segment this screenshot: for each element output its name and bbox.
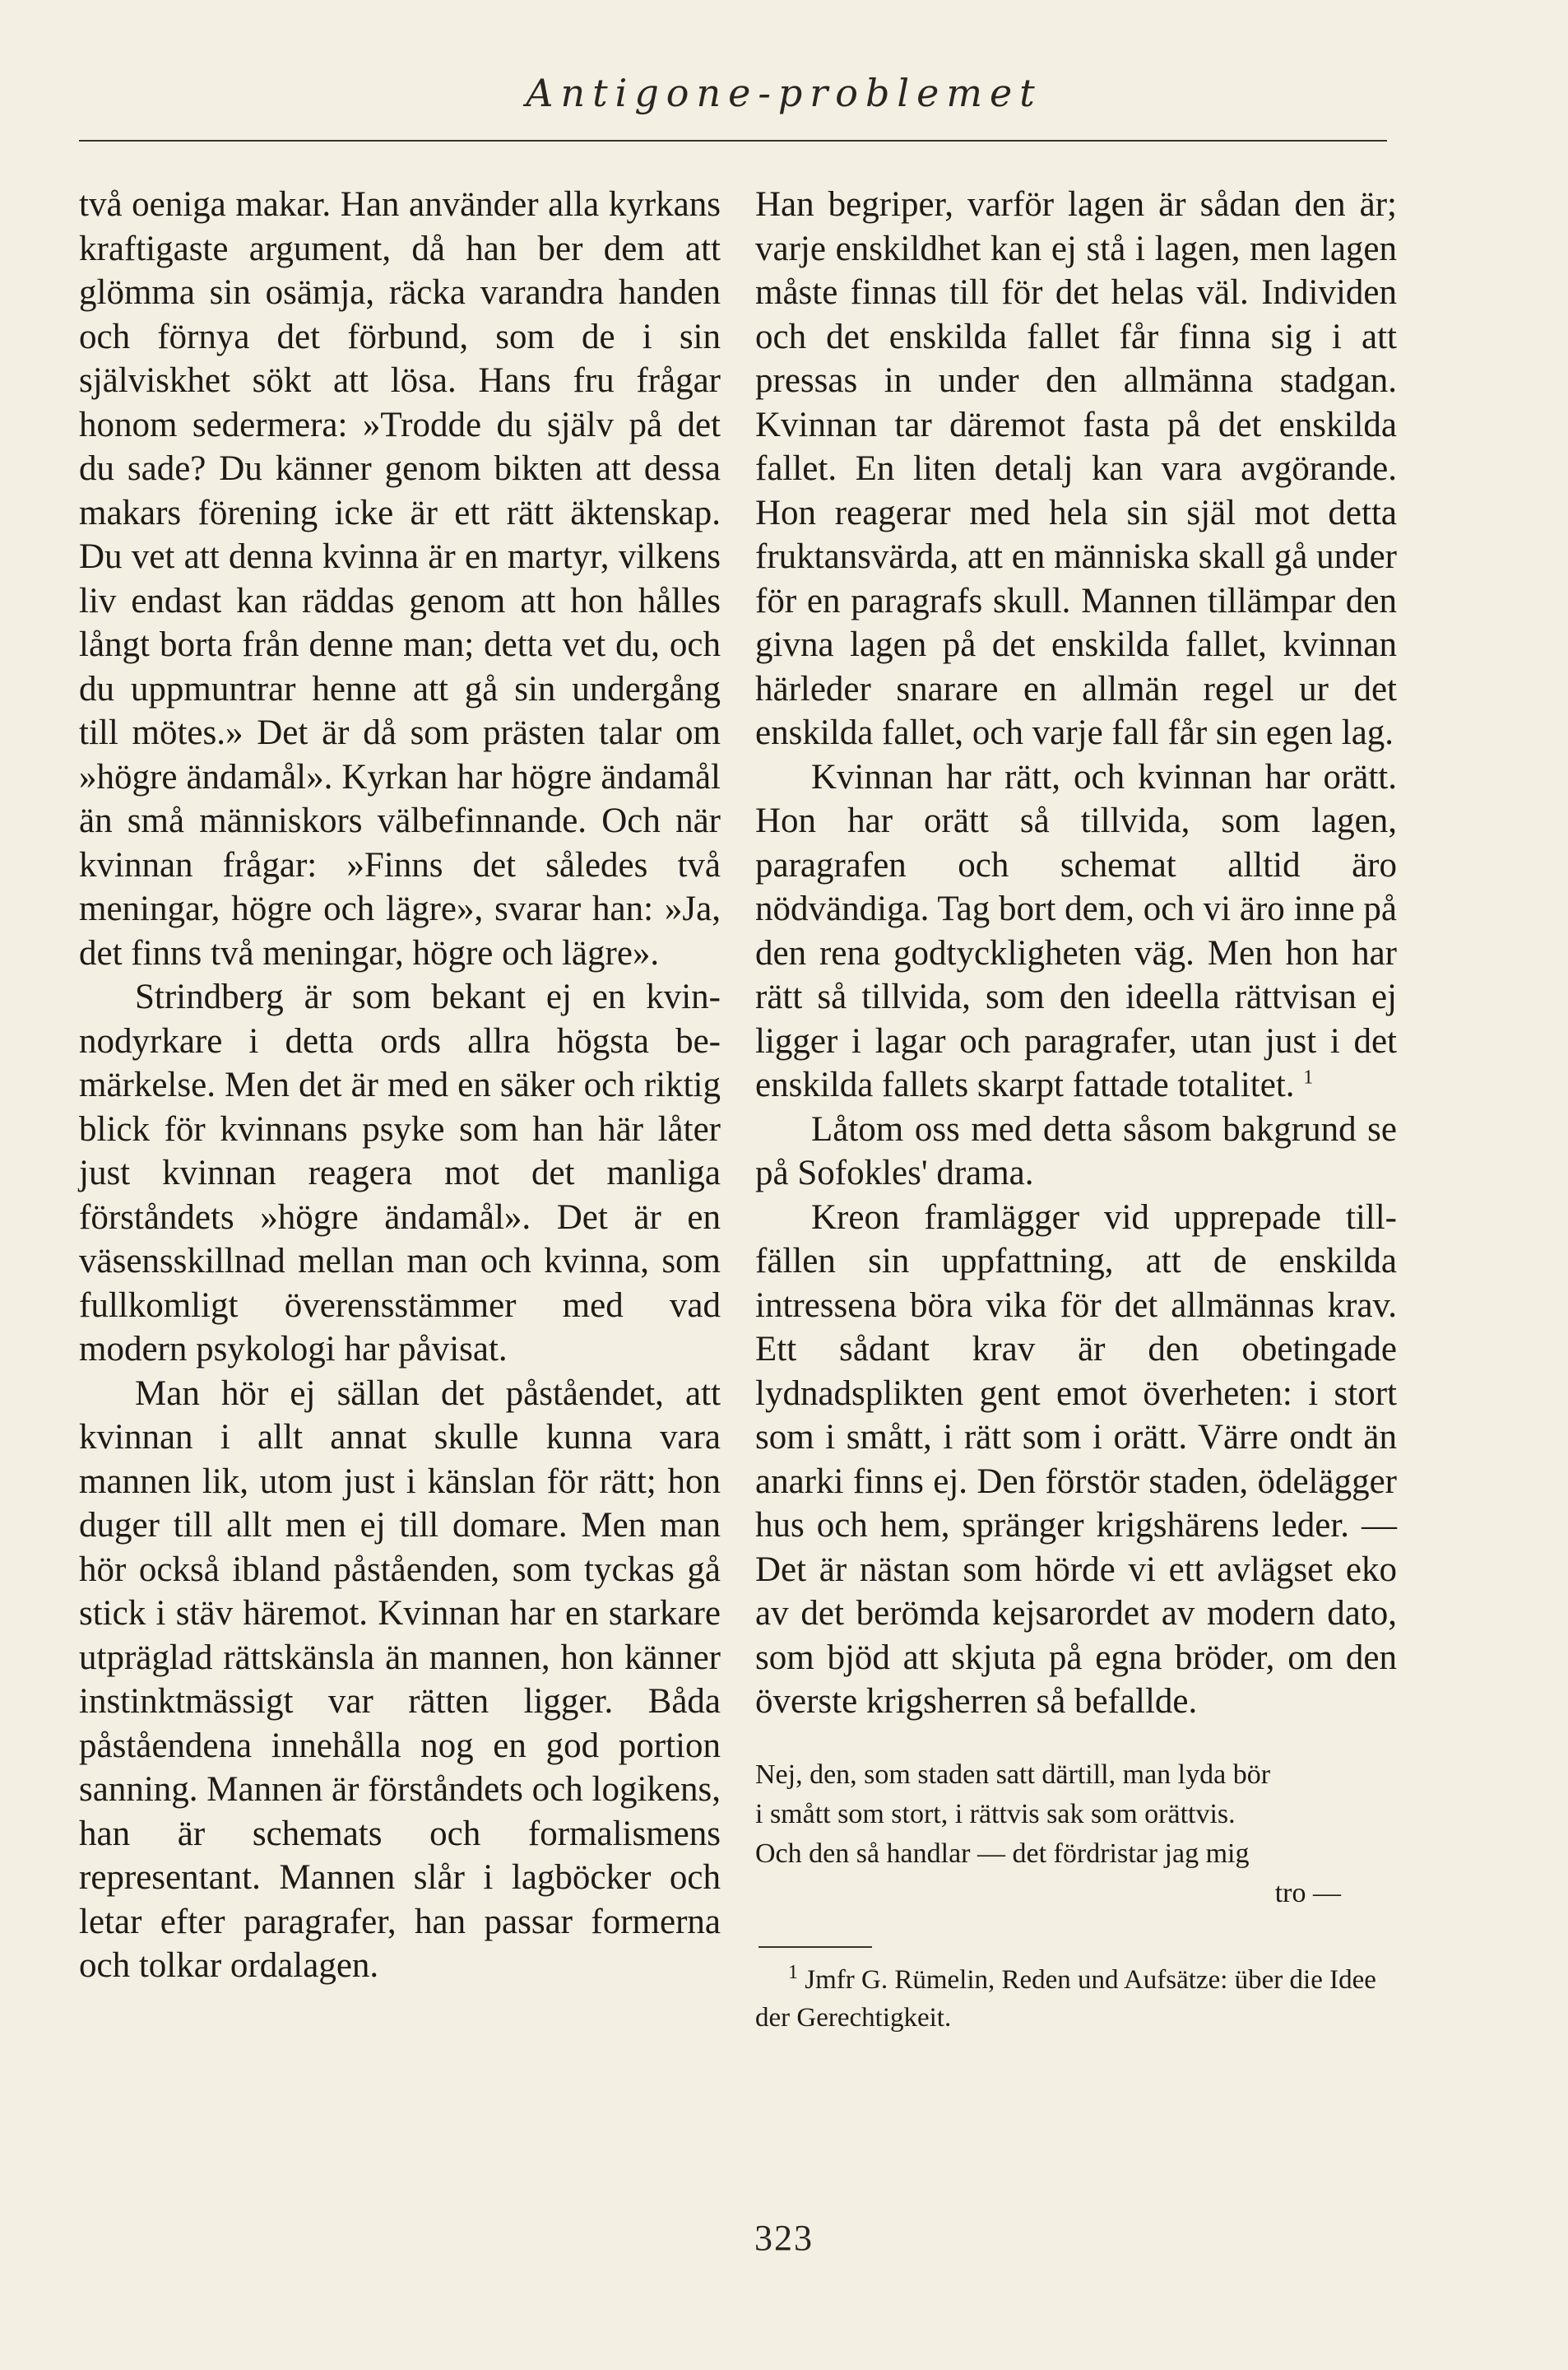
- paragraph: Låtom oss med detta såsom bakgrund se på Sofokles' drama.: [755, 1109, 1397, 1192]
- left-column: [79, 183, 721, 1988]
- paragraph: Strindberg är som bekant ej en kvinnodyrkare i detta ords allra högsta bemärkelse. Men det är med en säker och riktig blick för kvinnans psyke som han här låter just kvinnan reagera mot det manliga förståndets »högre ändamål». Det är en väsensskillnad mellan man och kvinna, som fullkomligt överensstämmer med vad modern psykologi har påvisat.: [79, 978, 721, 1369]
- verse-quotation: [755, 1755, 1397, 1913]
- running-title: Antigone-problemet: [526, 71, 1042, 115]
- page-number: 323: [754, 2218, 814, 2258]
- header-rule: [79, 140, 1387, 142]
- verse-line: i smått som stort, i rättvis sak som orättvis.: [755, 1798, 1236, 1829]
- verse-line: Nej, den, som staden satt därtill, man lyda bör: [755, 1759, 1271, 1790]
- paragraph: Han begriper, varför lagen är sådan den är; varje enskildhet kan ej stå i lagen, men lagen måste finnas till för det helas väl. Individen och det enskilda fallet får finna sig i att pressas in under den allmänna stadgan. Kvinnan tar däremot fasta på det enskilda fallet. En liten detalj kan vara avgörande. Hon reagerar med hela sin själ mot detta fruktansvärda, att en människa skall gå under för en paragrafs skull. Mannen tillämpar den givna lagen på det enskilda fallet, kvinnan härleder snarare en allmän regel ur det enskilda fallet, och varje fall får sin egen lag.: [755, 185, 1397, 752]
- paragraph: Kreon framlägger vid upprepade tillfällen sin uppfattning, att de enskilda intressena böra vika för det allmännas krav. Ett sådant krav är den obetingade lydnadsplikten gent emot överheten: i stort som i smått, i rätt som i orätt. Värre ondt än anarki finns ej. Den förstör staden, ödelägger hus och hem, spränger krigshärens leder. — Det är nästan som hörde vi ett avlägset eko av det berömda kejsarordet av modern dato, som bjöd att skjuta på egna bröder, om den överste krigsherren så befallde.: [755, 1197, 1397, 1721]
- footnote-text: Jmfr G. Rümelin, Reden und Aufsätze: über die Idee der Gerechtigkeit.: [755, 1964, 1376, 2033]
- footnote-marker: 1: [788, 1961, 798, 1983]
- paragraph: [755, 755, 1397, 1108]
- right-column: [755, 183, 1397, 2037]
- footnote: [755, 1961, 1397, 2037]
- paragraph: två oeniga makar. Han använder alla kyrkans kraftigaste argument, då han ber dem att glömma sin osämja, räcka varandra handen och förnya det förbund, som de i sin själviskhet sökt att lösa. Hans fru frågar honom sedermera: »Trodde du själv på det du sade? Du känner genom bikten att dessa makars förening icke är ett rätt äktenskap. Du vet att denna kvinna är en martyr, vilkens liv endast kan räddas genom att hon hålles långt borta från denne man; detta vet du, och du uppmuntrar henne att gå sin undergång till mötes.» Det är då som prästen talar om »högre ändamål». Kyrkan har högre ändamål än små människors välbefinnande. Och när kvinnan frågar: »Finns det således två meningar, högre och lägre», svarar han: »Ja, det finns två meningar, högre och lägre».: [79, 185, 721, 973]
- verse-line: tro —: [1274, 1877, 1341, 1908]
- paragraph: Man hör ej sällan det påståendet, att kvinnan i allt annat skulle kunna vara mannen lik, utom just i känslan för rätt; hon duger till allt men ej till domare. Men man hör också ibland påståenden, som tyckas gå stick i stäv häremot. Kvinnan har en starkare utpräglad rättskänsla än mannen, hon känner instinktmässigt var rätten ligger. Båda påståendena innehålla nog en god portion sanning. Mannen är förståndets och logikens, han är schemats och formalismens representant. Mannen slår i lagböcker och letar efter paragrafer, han passar formerna och tolkar ordalagen.: [79, 1373, 721, 1985]
- footnote-rule: [758, 1946, 872, 1948]
- paragraph-text: Kvinnan har rätt, och kvinnan har orätt. Hon har orätt så tillvida, som lagen, paragrafen och schemat alltid äro nödvändiga. Tag bort dem, och vi äro inne på den rena godtyckligheten väg. Men hon har rätt så tillvida, som den ideella rättvisan ej ligger i lagar och paragrafer, utan just i det enskilda fallets skarpt fattade totalitet.: [755, 757, 1397, 1104]
- footnote-reference: 1: [1303, 1066, 1314, 1089]
- verse-line: Och den så handlar — det fördristar jag mig: [755, 1838, 1250, 1869]
